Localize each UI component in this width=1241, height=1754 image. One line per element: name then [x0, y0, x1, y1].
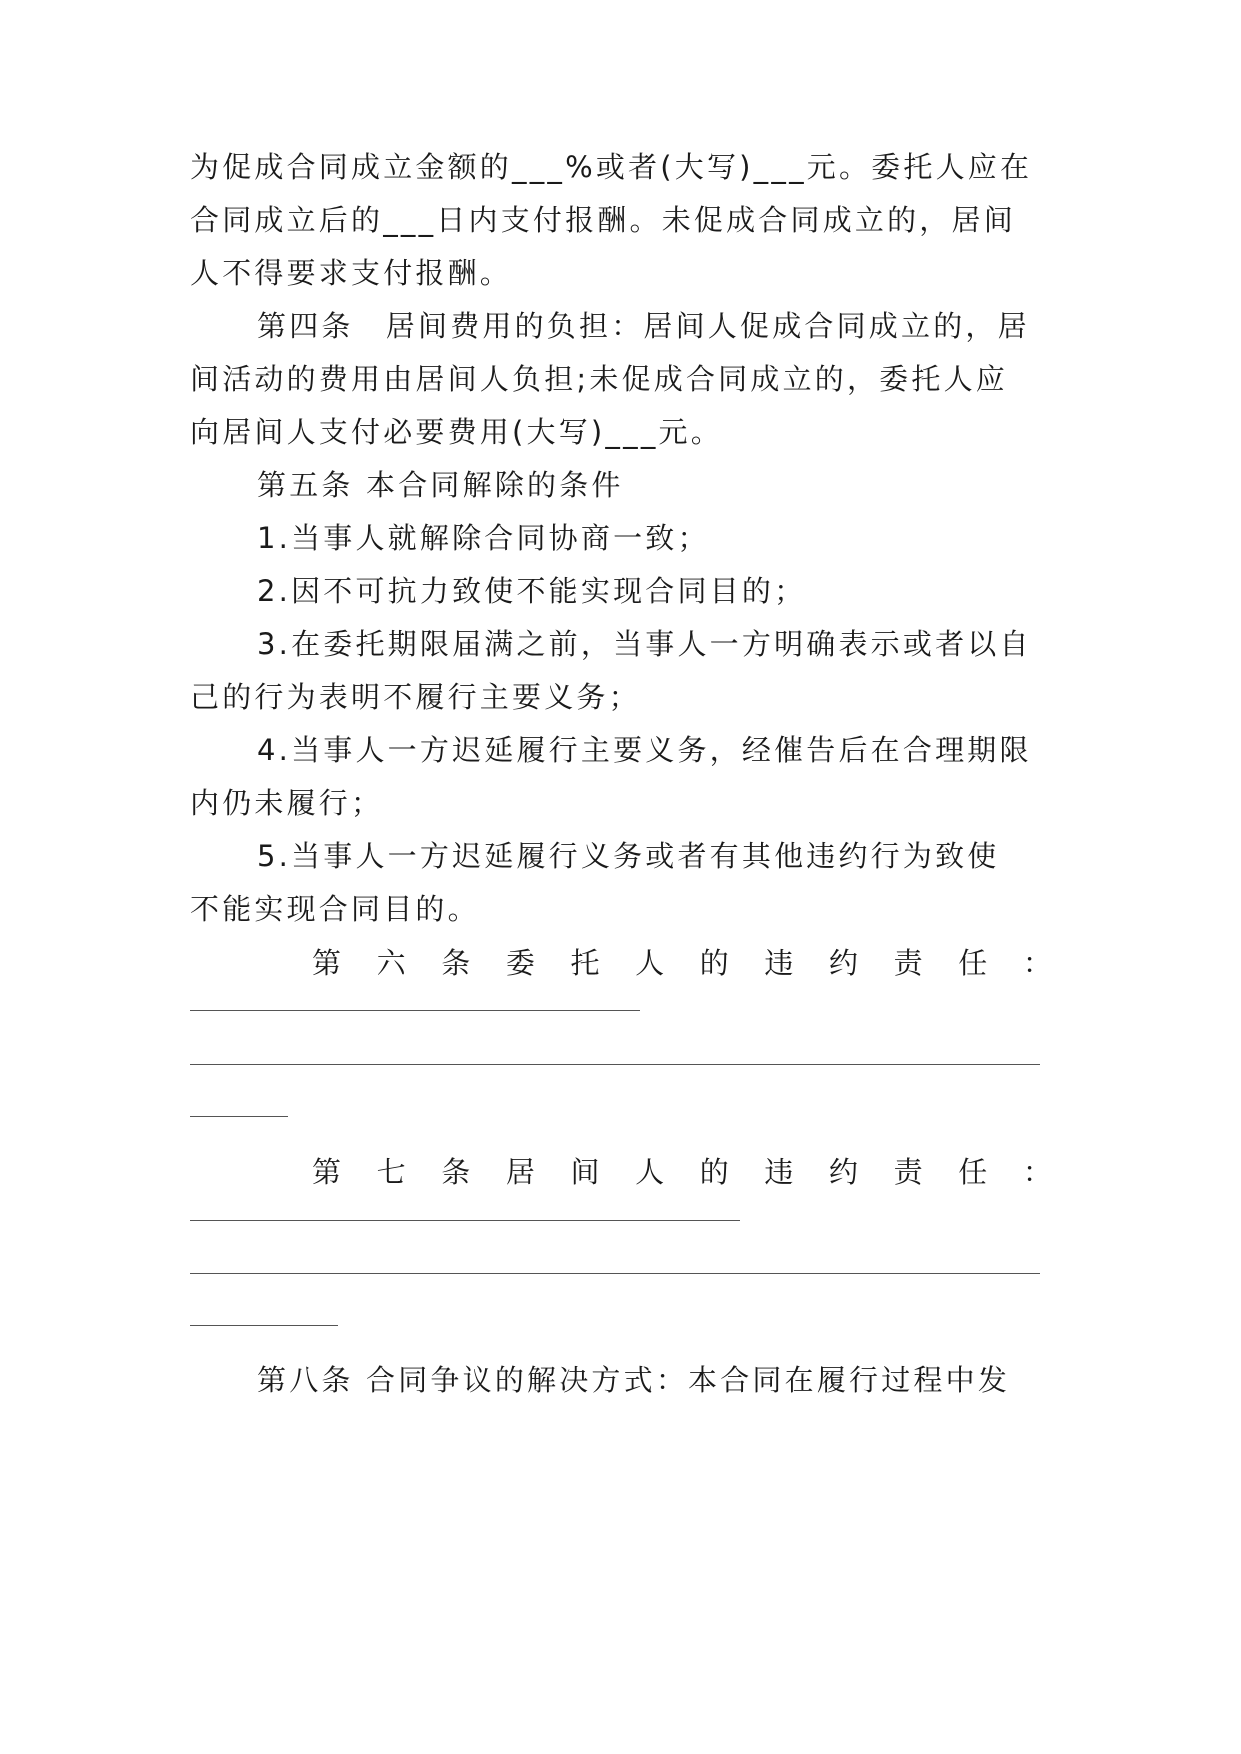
heading-char: 责: [893, 1155, 923, 1189]
heading-char: 间: [570, 1155, 600, 1189]
heading-char: 居: [505, 1155, 535, 1189]
heading-char: 约: [829, 1155, 859, 1189]
heading-char: 约: [829, 946, 859, 980]
blank-fill-line: [190, 1116, 288, 1117]
blank-fill-line: [190, 1325, 338, 1326]
heading-char: 违: [764, 1155, 794, 1189]
heading-char: 六: [376, 946, 406, 980]
heading-char: 人: [635, 946, 665, 980]
text-line: 己的行为表明不履行主要义务；: [190, 680, 641, 714]
heading-char: 七: [376, 1155, 406, 1189]
article-6-heading: [312, 943, 1052, 983]
clause-4: 4.当事人一方迟延履行主要义务，经催告后在合理期限: [257, 733, 1032, 767]
heading-char: ：: [1022, 946, 1052, 980]
heading-char: 委: [505, 946, 535, 980]
article-5-heading: 第五条 本合同解除的条件: [257, 468, 624, 502]
clause-5: 5.当事人一方迟延履行义务或者有其他违约行为致使: [257, 839, 1000, 873]
text-line: 合同成立后的___日内支付报酬。未促成合同成立的，居间: [190, 203, 1016, 237]
heading-char: 第: [312, 1155, 342, 1189]
text-line: 为促成合同成立金额的___%或者(大写)___元。委托人应在: [190, 150, 1033, 184]
clause-2: 2.因不可抗力致使不能实现合同目的；: [257, 574, 807, 608]
blank-fill-line: [190, 1010, 640, 1011]
heading-char: 任: [958, 946, 988, 980]
heading-char: 责: [893, 946, 923, 980]
text-line: 间活动的费用由居间人负担;未促成合同成立的，委托人应: [190, 362, 1008, 396]
article-4-heading: 第四条 居间费用的负担：居间人促成合同成立的，居: [257, 309, 1030, 343]
heading-char: 任: [958, 1155, 988, 1189]
heading-char: 托: [570, 946, 600, 980]
text-line: 不能实现合同目的。: [190, 892, 480, 926]
heading-char: 条: [441, 1155, 471, 1189]
article-8-heading: 第八条 合同争议的解决方式：本合同在履行过程中发: [257, 1363, 1011, 1397]
text-line: 向居间人支付必要费用(大写)___元。: [190, 415, 723, 449]
clause-1: 1.当事人就解除合同协商一致；: [257, 521, 710, 555]
heading-char: 的: [699, 946, 729, 980]
heading-char: 人: [635, 1155, 665, 1189]
heading-char: 第: [312, 946, 342, 980]
heading-char: 违: [764, 946, 794, 980]
blank-fill-line: [190, 1220, 740, 1221]
text-line: 人不得要求支付报酬。: [190, 256, 513, 290]
text-line: 内仍未履行；: [190, 786, 384, 820]
blank-fill-line: [190, 1273, 1040, 1274]
clause-3: 3.在委托期限届满之前，当事人一方明确表示或者以自: [257, 627, 1032, 661]
heading-char: 条: [441, 946, 471, 980]
heading-char: ：: [1022, 1155, 1052, 1189]
heading-char: 的: [699, 1155, 729, 1189]
article-7-heading: [312, 1152, 1052, 1192]
blank-fill-line: [190, 1064, 1040, 1065]
